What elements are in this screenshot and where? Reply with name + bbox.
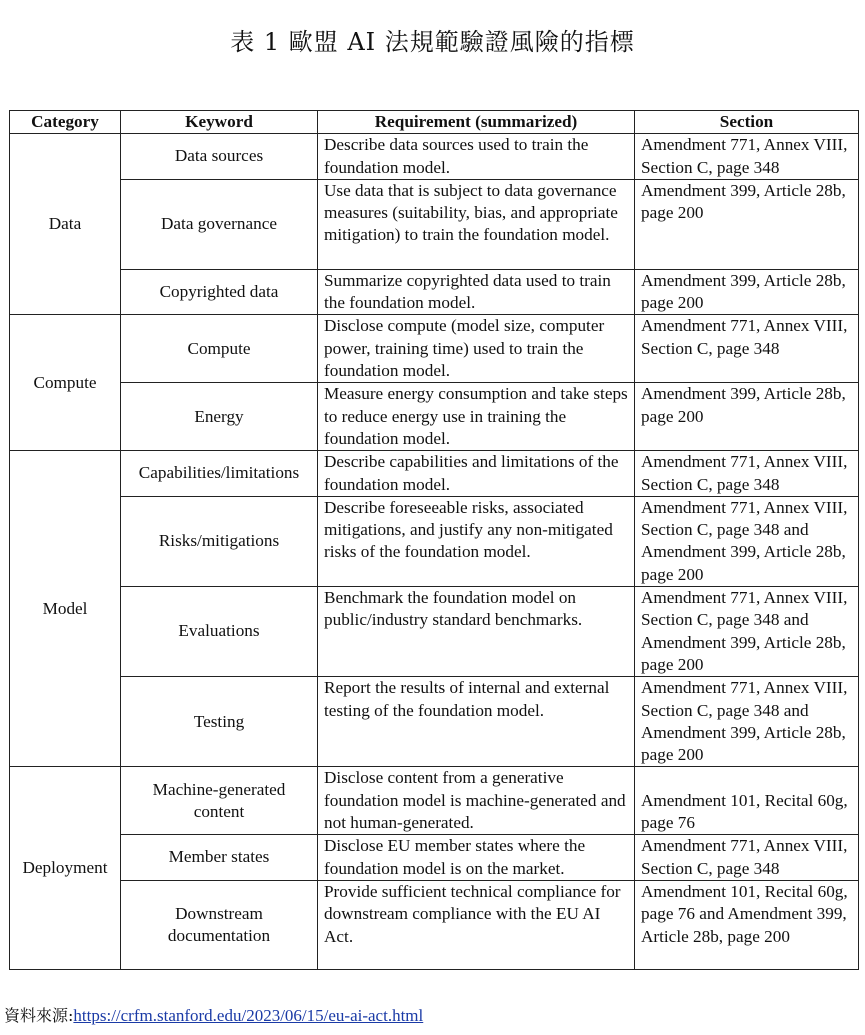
requirement-cell: Describe data sources used to train the foundation model. bbox=[318, 134, 635, 180]
requirement-cell: Report the results of internal and external testing of the foundation model. bbox=[318, 677, 635, 767]
category-cell: Compute bbox=[10, 315, 121, 451]
keyword-cell: Energy bbox=[121, 383, 318, 451]
header-category: Category bbox=[10, 111, 121, 134]
table-row bbox=[10, 383, 859, 451]
section-cell: Amendment 771, Annex VIII, Section C, page 348 and Amendment 399, Article 28b, page 200 bbox=[635, 677, 859, 767]
header-section: Section bbox=[635, 111, 859, 134]
keyword-cell: Risks/mitigations bbox=[121, 496, 318, 586]
keyword-cell: Data sources bbox=[121, 134, 318, 180]
section-cell: Amendment 771, Annex VIII, Section C, page 348 and Amendment 399, Article 28b, page 200 bbox=[635, 587, 859, 677]
requirement-cell: Describe foreseeable risks, associated mitigations, and justify any non-mitigated risks of the foundation model. bbox=[318, 496, 635, 586]
source-label: 資料來源: bbox=[4, 1006, 74, 1025]
table-row bbox=[10, 835, 859, 881]
header-row bbox=[10, 111, 859, 134]
requirement-cell: Describe capabilities and limitations of the foundation model. bbox=[318, 451, 635, 497]
keyword-cell: Member states bbox=[121, 835, 318, 881]
section-cell: Amendment 399, Article 28b, page 200 bbox=[635, 179, 859, 269]
keyword-cell: Copyrighted data bbox=[121, 269, 318, 315]
section-cell: Amendment 771, Annex VIII, Section C, page 348 bbox=[635, 134, 859, 180]
keyword-cell: Machine-generated content bbox=[121, 767, 318, 835]
requirement-cell: Disclose compute (model size, computer power, training time) used to train the foundation model. bbox=[318, 315, 635, 383]
table-row bbox=[10, 451, 859, 497]
table-row bbox=[10, 587, 859, 677]
requirement-cell: Benchmark the foundation model on public/industry standard benchmarks. bbox=[318, 587, 635, 677]
category-cell: Model bbox=[10, 451, 121, 767]
table-row bbox=[10, 496, 859, 586]
keyword-cell: Testing bbox=[121, 677, 318, 767]
requirement-cell: Summarize copyrighted data used to train the foundation model. bbox=[318, 269, 635, 315]
category-cell: Deployment bbox=[10, 767, 121, 969]
table-title: 表 1 歐盟 AI 法規範驗證風險的指標 bbox=[230, 28, 635, 56]
section-cell: Amendment 771, Annex VIII, Section C, page 348 bbox=[635, 315, 859, 383]
source-link[interactable]: https://crfm.stanford.edu/2023/06/15/eu-ai-act.html bbox=[73, 1006, 424, 1025]
table-row bbox=[10, 134, 859, 180]
requirement-cell: Measure energy consumption and take steps to reduce energy use in training the foundation model. bbox=[318, 383, 635, 451]
table-row bbox=[10, 677, 859, 767]
keyword-cell: Evaluations bbox=[121, 587, 318, 677]
section-cell: Amendment 771, Annex VIII, Section C, page 348 and Amendment 399, Article 28b, page 200 bbox=[635, 496, 859, 586]
requirement-cell: Disclose EU member states where the foundation model is on the market. bbox=[318, 835, 635, 881]
requirement-cell: Use data that is subject to data governance measures (suitability, bias, and appropriate mitigation) to train the foundation model. bbox=[318, 179, 635, 269]
table-row bbox=[10, 315, 859, 383]
section-cell: Amendment 101, Recital 60g, page 76 and Amendment 399, Article 28b, page 200 bbox=[635, 880, 859, 969]
header-keyword: Keyword bbox=[121, 111, 318, 134]
section-cell: Amendment 101, Recital 60g, page 76 bbox=[635, 767, 859, 835]
table-row bbox=[10, 880, 859, 969]
requirement-cell: Provide sufficient technical compliance for downstream compliance with the EU AI Act. bbox=[318, 880, 635, 969]
source-note bbox=[4, 1003, 423, 1026]
table-row bbox=[10, 269, 859, 315]
section-cell: Amendment 399, Article 28b, page 200 bbox=[635, 383, 859, 451]
keyword-cell: Compute bbox=[121, 315, 318, 383]
category-cell: Data bbox=[10, 134, 121, 315]
table-row bbox=[10, 179, 859, 269]
keyword-cell: Data governance bbox=[121, 179, 318, 269]
keyword-cell: Capabilities/limitations bbox=[121, 451, 318, 497]
keyword-cell: Downstream documentation bbox=[121, 880, 318, 969]
section-cell: Amendment 771, Annex VIII, Section C, page 348 bbox=[635, 451, 859, 497]
table-row bbox=[10, 767, 859, 835]
section-cell: Amendment 771, Annex VIII, Section C, page 348 bbox=[635, 835, 859, 881]
requirement-cell: Disclose content from a generative foundation model is machine-generated and not human-generated. bbox=[318, 767, 635, 835]
section-cell: Amendment 399, Article 28b, page 200 bbox=[635, 269, 859, 315]
header-requirement: Requirement (summarized) bbox=[318, 111, 635, 134]
requirements-table bbox=[9, 110, 859, 970]
